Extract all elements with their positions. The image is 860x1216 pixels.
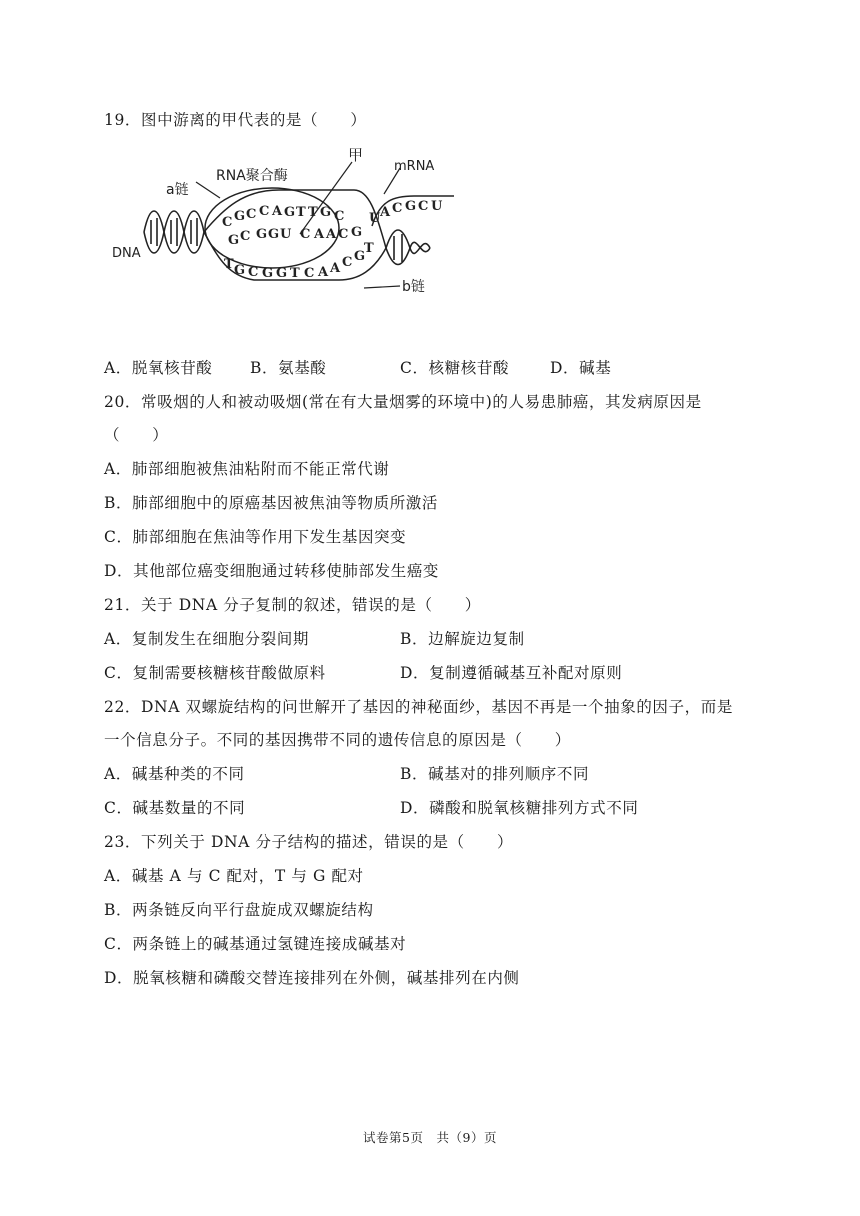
base: C: [334, 209, 345, 224]
option-d[interactable]: D．复制遵循碱基互补配对原则: [400, 664, 623, 682]
option-a[interactable]: A．复制发生在细胞分裂间期: [104, 630, 309, 648]
q23-option-c[interactable]: C．两条链上的碱基通过氢键连接成碱基对: [104, 935, 407, 953]
base: C: [300, 227, 311, 242]
base: C: [248, 265, 259, 280]
q20-stem: 20．常吸烟的人和被动吸烟(常在有大量烟雾的环境中)的人易患肺癌，其发病原因是: [104, 393, 702, 411]
base: G: [354, 249, 366, 264]
base: G: [268, 227, 280, 242]
base: G: [405, 199, 417, 214]
base: C: [246, 207, 257, 222]
base: C: [304, 266, 315, 281]
base: G: [262, 266, 274, 281]
base: C: [259, 204, 270, 219]
label-mrna: mRNA: [394, 159, 435, 174]
base: G: [351, 225, 363, 240]
base: U: [369, 211, 381, 226]
dna-helix-left: [144, 211, 204, 253]
base: G: [234, 209, 246, 224]
base: C: [222, 215, 233, 230]
base: G: [276, 266, 288, 281]
base: T: [224, 257, 234, 272]
base: C: [338, 227, 349, 242]
q22-stem-cont: 一个信息分子。不同的基因携带不同的遗传信息的原因是（ ）: [104, 731, 571, 749]
option-a[interactable]: A．脱氧核苷酸: [104, 359, 213, 377]
base: T: [290, 266, 300, 281]
option-c[interactable]: C．核糖核苷酸: [400, 359, 510, 377]
base: G: [284, 205, 296, 220]
q20-stem-cont: （ ）: [104, 426, 169, 444]
base: U: [280, 227, 292, 242]
base: C: [418, 199, 429, 214]
base: A: [380, 205, 391, 220]
label-a-chain: a链: [166, 182, 189, 198]
option-c[interactable]: C．复制需要核糖核苷酸做原料: [104, 664, 326, 682]
mrna-bases: [369, 199, 443, 226]
base: A: [318, 265, 329, 280]
base: A: [272, 204, 283, 219]
q23-option-b[interactable]: B．两条链反向平行盘旋成双螺旋结构: [104, 901, 374, 919]
q19-stem: 19．图中游离的甲代表的是（ ）: [104, 111, 367, 129]
label-dna: DNA: [112, 246, 141, 261]
q20-option-b[interactable]: B．肺部细胞中的原癌基因被焦油等物质所激活: [104, 494, 438, 512]
q23-stem: 23．下列关于 DNA 分子结构的描述，错误的是（ ）: [104, 833, 514, 851]
label-b-chain: b链: [402, 279, 425, 295]
q20-option-d[interactable]: D．其他部位癌变细胞通过转移使肺部发生癌变: [104, 562, 440, 580]
option-d[interactable]: D．碱基: [550, 359, 612, 377]
middle-strand-bases: [228, 225, 362, 248]
option-a[interactable]: A．碱基种类的不同: [104, 765, 245, 783]
q20-option-c[interactable]: C．肺部细胞在焦油等作用下发生基因突变: [104, 528, 407, 546]
option-b[interactable]: B．碱基对的排列顺序不同: [400, 765, 590, 783]
option-b[interactable]: B．氨基酸: [250, 359, 327, 377]
base: C: [240, 229, 251, 244]
base: T: [296, 205, 306, 220]
q22-stem: 22．DNA 双螺旋结构的问世解开了基因的神秘面纱，基因不再是一个抽象的因子，而是: [104, 698, 733, 716]
base: T: [308, 205, 318, 220]
q23-option-d[interactable]: D．脱氧核糖和磷酸交替连接排列在外侧，碱基排列在内侧: [104, 969, 520, 987]
base: A: [330, 261, 341, 276]
bottom-strand-bases: [224, 241, 374, 281]
option-d[interactable]: D．磷酸和脱氧核糖排列方式不同: [400, 799, 639, 817]
option-b[interactable]: B．边解旋边复制: [400, 630, 525, 648]
page-footer: 试卷第5页 共（9）页: [363, 1130, 497, 1145]
q20-option-a[interactable]: A．肺部细胞被焦油粘附而不能正常代谢: [104, 460, 390, 478]
base: A: [326, 227, 337, 242]
q21-stem: 21．关于 DNA 分子复制的叙述，错误的是（ ）: [104, 596, 481, 614]
base: G: [320, 205, 332, 220]
option-c[interactable]: C．碱基数量的不同: [104, 799, 246, 817]
dna-helix-right: [386, 230, 430, 265]
base: A: [314, 227, 325, 242]
label-rna-polymerase: RNA聚合酶: [216, 168, 288, 184]
base: C: [342, 255, 353, 270]
label-jia: 甲: [348, 146, 364, 164]
q19-figure-dna-transcription: [104, 140, 464, 310]
base: C: [392, 201, 403, 216]
base: U: [431, 199, 443, 214]
base: T: [364, 241, 374, 256]
base: G: [228, 233, 240, 248]
base: G: [234, 263, 246, 278]
q23-option-a[interactable]: A．碱基 A 与 C 配对，T 与 G 配对: [104, 867, 364, 885]
base: G: [256, 227, 268, 242]
